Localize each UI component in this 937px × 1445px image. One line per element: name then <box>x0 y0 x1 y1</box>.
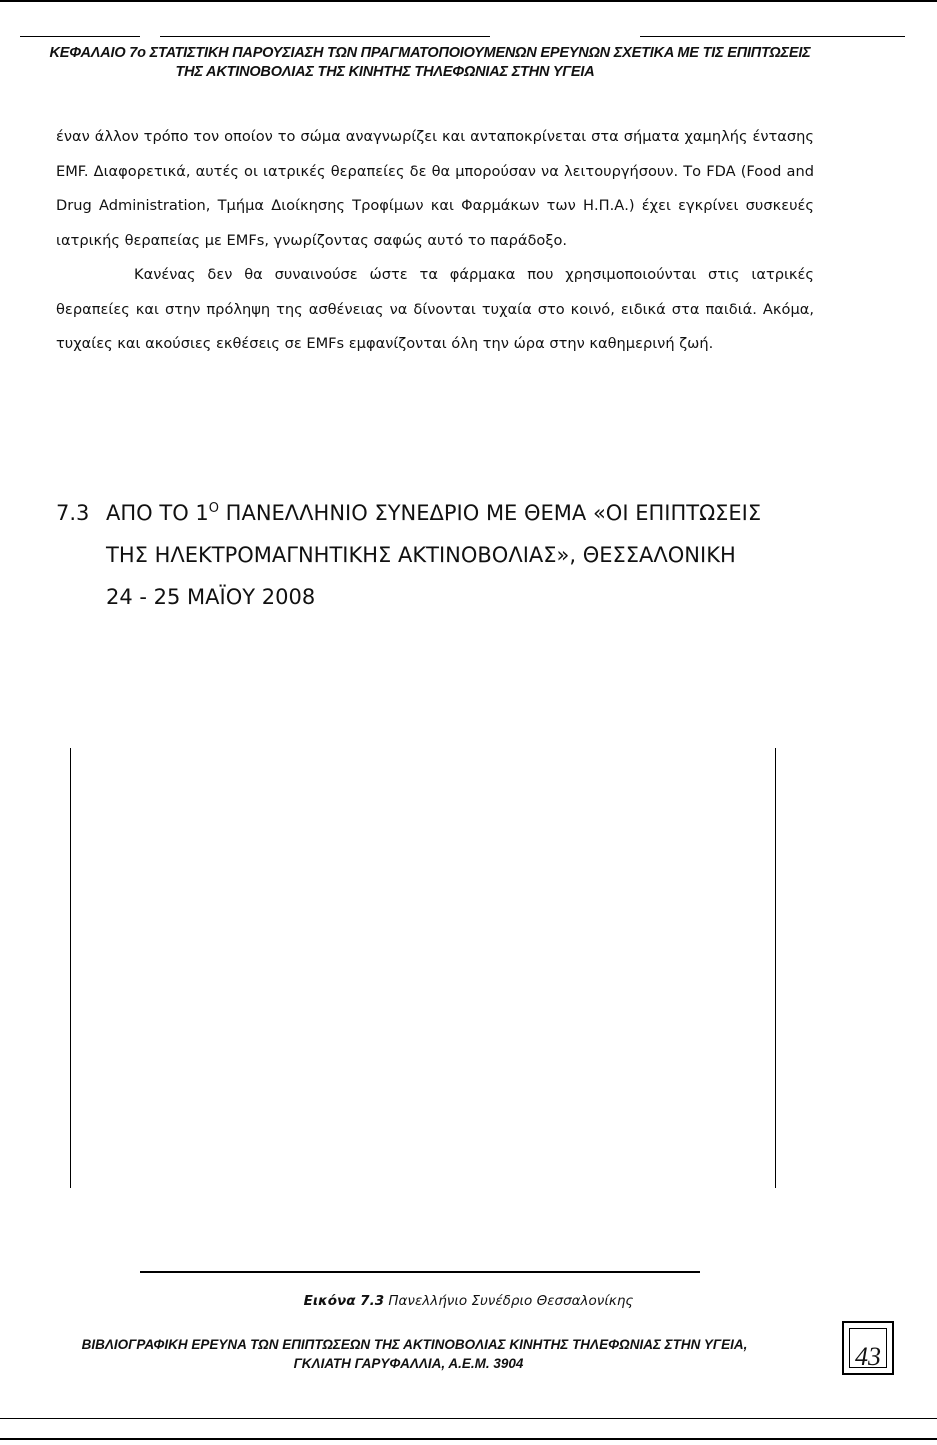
page-number-box <box>842 1321 894 1375</box>
section-title-line-3: 24 - 25 ΜΑΪΟΥ 2008 <box>106 585 316 609</box>
footer-line-1: ΒΙΒΛΙΟΓΡΑΦΙΚΗ ΕΡΕΥΝΑ ΤΩΝ ΕΠΙΠΤΩΣΕΩΝ ΤΗΣ ΑΚΤΙΝΟΒΟΛΙΑΣ ΚΙΝΗΤΗΣ ΤΗΛΕΦΩΝΙΑΣ ΣΤΗΝ ΥΓΕΙΑ, <box>81 1337 748 1352</box>
figure-image-frame <box>70 748 776 1188</box>
top-edge-rule <box>0 0 937 2</box>
running-header-line-2: ΤΗΣ ΑΚΤΙΝΟΒΟΛΙΑΣ ΤΗΣ ΚΙΝΗΤΗΣ ΤΗΛΕΦΩΝΙΑΣ ΣΤΗΝ ΥΓΕΙΑ <box>175 64 595 80</box>
footer-line-2: ΓΚΛΙΑΤΗ ΓΑΡΥΦΑΛΛΙΑ, Α.Ε.Μ. 3904 <box>293 1356 524 1371</box>
figure-caption-text: Πανελλήνιο Συνέδριο Θεσσαλονίκης <box>384 1293 634 1309</box>
section-title-part-1: ΑΠΟ ΤΟ 1 <box>106 501 209 525</box>
bottom-rule-1 <box>0 1418 937 1419</box>
figure-frame-left-edge <box>70 748 71 1188</box>
bottom-rule-2 <box>0 1438 937 1440</box>
header-rule-segment-3 <box>640 36 905 37</box>
section-title-part-2: ΠΑΝΕΛΛΗΝΙΟ ΣΥΝΕΔΡΙΟ ΜΕ ΘΕΜΑ «ΟΙ ΕΠΙΠΤΩΣΕΙΣ <box>219 501 762 525</box>
body-text <box>56 120 814 362</box>
paragraph-1: έναν άλλον τρόπο τον οποίον το σώμα αναγνωρίζει και ανταποκρίνεται στα σήματα χαμηλής έντασης EMF. Διαφορετικά, αυτές οι ιατρικές θεραπείες δε θα μπορούσαν να λειτουργήσουν. Το FDA (Food and Drug Administration, Τμήμα Διοίκησης Τροφίμων και Φαρμάκων των Η.Π.Α.) έχει εγκρίνει συσκευές ιατρικής θεραπείας με EMFs, γνωρίζοντας σαφώς αυτό το παράδοξο. <box>56 128 814 249</box>
figure-bottom-rule <box>140 1271 700 1273</box>
running-header <box>0 44 880 82</box>
section-title-line-2: ΤΗΣ ΗΛΕΚΤΡΟΜΑΓΝΗΤΙΚΗΣ ΑΚΤΙΝΟΒΟΛΙΑΣ», ΘΕΣΣΑΛΟΝΙΚΗ <box>106 543 736 567</box>
figure-label: Εικόνα 7.3 <box>303 1293 385 1309</box>
section-number: 7.3 <box>56 501 90 525</box>
figure-frame-right-edge <box>775 748 776 1188</box>
page-footer <box>0 1335 937 1373</box>
page-number: 43 <box>855 1342 881 1371</box>
paragraph-2: Κανένας δεν θα συναινούσε ώστε τα φάρμακα που χρησιμοποιούνται στις ιατρικές θεραπείες και στην πρόληψη της ασθένειας να δίνονται τυχαία στο κοινό, ειδικά στα παιδιά. Ακόμα, τυχαίες και ακούσιες εκθέσεις σε EMFs εμφανίζονται όλη την ώρα στην καθημερινή ζωή. <box>56 266 814 352</box>
section-title-superscript: Ο <box>208 501 219 516</box>
section-heading <box>56 488 826 618</box>
figure-caption <box>0 1293 937 1309</box>
running-header-line-1: ΚΕΦΑΛΑΙΟ 7ο ΣΤΑΤΙΣΤΙΚΗ ΠΑΡΟΥΣΙΑΣΗ ΤΩΝ ΠΡΑΓΜΑΤΟΠΟΙΟΥΜΕΝΩΝ ΕΡΕΥΝΩΝ ΣΧΕΤΙΚΑ ΜΕ ΤΙΣ ΕΠΙΠΤΩΣΕΙΣ <box>49 45 811 61</box>
header-rule-segment-2 <box>160 36 490 37</box>
header-rule-segment-1 <box>20 36 140 37</box>
